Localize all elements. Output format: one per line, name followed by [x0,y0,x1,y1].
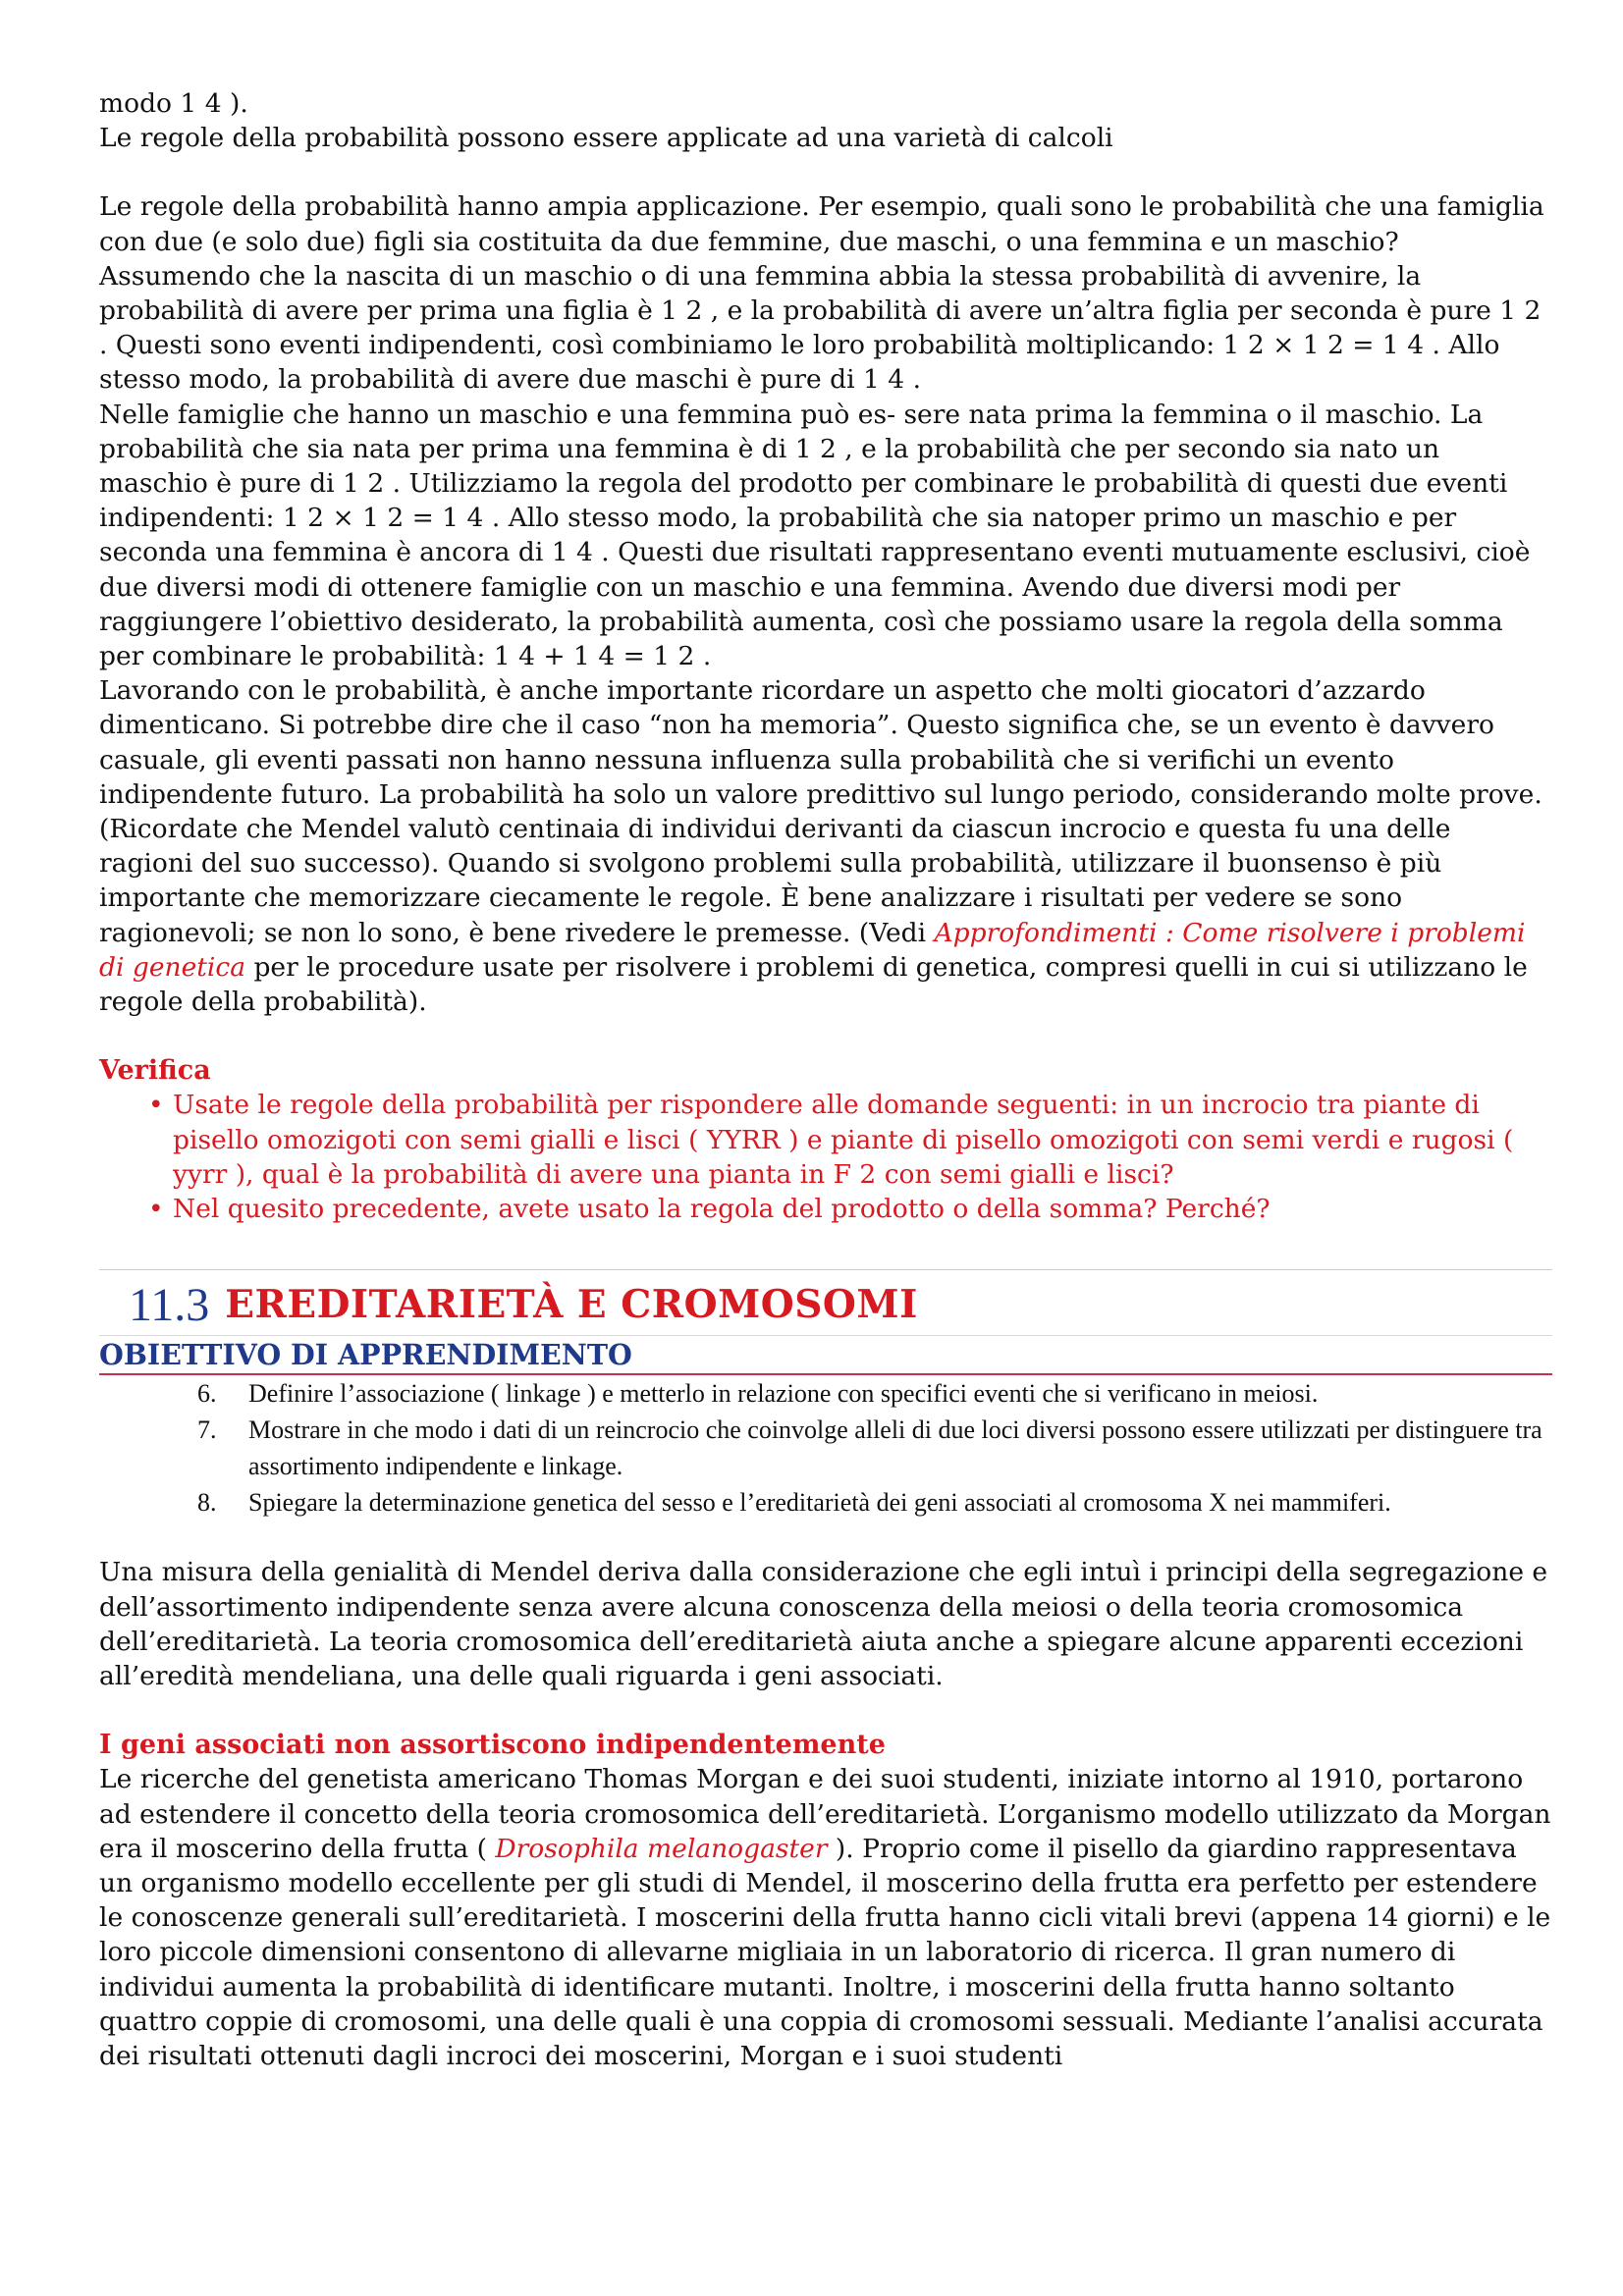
bullet-icon: • [148,1194,164,1225]
verifica-item [150,1192,1552,1226]
paragraph-text: Le ricerche del genetista americano Thomas Morgan e dei suoi studenti, iniziate intorno al 1910, portarono ad estendere il concetto della teoria cromosomica dell’ereditarietà. L’organismo modello utilizzato da Morgan era il moscerino della frutta ( [99,1764,1551,1864]
paragraph-text: Lavorando con le probabilità, è anche importante ricordare un aspetto che molti giocatori d’azzardo dimenticano. Si potrebbe dire che il caso “non ha memoria”. Questo significa che, se un evento è davvero casuale, gli eventi passati non hanno nessuna influenza sulla probabilità che si verifichi un evento indipendente futuro. La probabilità ha solo un valore predittivo sul lungo periodo, considerando molte prove. (Ricordate che Mendel valutò centinaia di individui derivanti da ciascun incrocio e questa fu una delle ragioni del suo successo). Quando si svolgono problemi sulla probabilità, utilizzare il buonsenso è più importante che memorizzare ciecamente le regole. È bene analizzare i risultati per vedere se sono ragionevoli; se non lo sono, è bene rivedere le premesse. (Vedi [99,675,1542,948]
divider [99,1269,1552,1270]
paragraph-probability-example: Le regole della probabilità hanno ampia applicazione. Per esempio, quali sono le probabilità che una famiglia con due (e solo due) figli sia costituita da due femmine, due maschi, o una femmina e un maschio? Assumendo che la nascita di un maschio o di una femmina abbia la stessa probabilità di avvenire, la probabilità di avere per prima una figlia è 1 2 , e la probabilità di avere un’altra figlia per seconda è pure 1 2 . Questi sono eventi indipendenti, così combiniamo le loro probabilità moltiplicando: 1 2 × 1 2 = 1 4 . Allo stesso modo, la probabilità di avere due maschi è pure di 1 4 . [99,191,1544,396]
paragraph-morgan [99,1762,1552,2073]
verifica-item [150,1088,1552,1192]
section-number: 11.3 [129,1278,210,1331]
verifica-list [99,1088,1552,1226]
spacer [99,155,1552,189]
verifica-item-text: Nel quesito precedente, avete usato la regola del prodotto o della somma? Perché? [173,1194,1271,1225]
objective-number: 7. [197,1415,217,1445]
objective-text: Definire l’associazione ( linkage ) e metterlo in relazione con specifici eventi che si verificano in meiosi. [248,1379,1319,1409]
objective-item [99,1375,1552,1412]
objective-item [99,1412,1552,1484]
subsection-heading: I geni associati non assortiscono indipendentemente [99,1730,886,1761]
paragraph-text: per le procedure usate per risolvere i problemi di genetica, compresi quelli in cui si utilizzano le regole della probabilità). [99,951,1528,1018]
objective-number: 6. [197,1379,217,1409]
species-name: Drosophila melanogaster [495,1833,828,1864]
link-approfondimenti[interactable]: Approfondimenti : Come risolvere i problemi di genetica [99,917,1526,983]
verifica-heading: Verifica [99,1055,211,1087]
objective-number: 8. [197,1488,217,1518]
section-name: EREDITARIETÀ E CROMOSOMI [225,1281,918,1327]
objectives-list [99,1375,1552,1521]
section-header [99,1269,1552,1375]
section-title [99,1274,1552,1335]
objective-item [99,1484,1552,1521]
paragraph-chance-memory [99,673,1552,1019]
text-line: modo 1 4 ). [99,88,248,119]
bullet-icon: • [148,1090,164,1121]
objective-text: Mostrare in che modo i dati di un reincrocio che coinvolge alleli di due loci diversi possono essere utilizzati per distinguere tra assortimento indipendente e linkage. [248,1415,1542,1481]
verifica-item-text: Usate le regole della probabilità per rispondere alle domande seguenti: in un incrocio tra piante di pisello omozigoti con semi gialli e lisci ( YYRR ) e piante di pisello omozigoti con semi verdi e rugosi ( yyrr ), qual è la probabilità di avere una pianta in F 2 con semi gialli e lisci? [173,1090,1514,1190]
objective-text: Spiegare la determinazione genetica del sesso e l’ereditarietà dei geni associati al cromosoma X nei mammiferi. [248,1488,1391,1518]
spacer [99,1693,1552,1728]
paragraph-text: ). Proprio come il pisello da giardino rappresentava un organismo modello eccellente per gli studi di Mendel, il moscerino della frutta era perfetto per estendere le conoscenze generali sull’ereditarietà. I moscerini della frutta hanno cicli vitali brevi (appena 14 giorni) e le loro piccole dimensioni consentono di allevarne migliaia in un laboratorio di ricerca. Il gran numero di individui aumenta la probabilità di identificare mutanti. Inoltre, i moscerini della frutta hanno soltanto quattro coppie di cromosomi, una delle quali è una coppia di cromosomi sessuali. Mediante l’analisi accurata dei risultati ottenuti dagli incroci dei moscerini, Morgan e i suoi studenti [99,1833,1551,2071]
page-content [99,86,1552,2073]
paragraph-mixed-family: Nelle famiglie che hanno un maschio e una femmina può es- sere nata prima la femmina o il maschio. La probabilità che sia nata per prima una femmina è di 1 2 , e la probabilità che per secondo sia nato un maschio è pure di 1 2 . Utilizziamo la regola del prodotto per combinare le probabilità di questi due eventi indipendenti: 1 2 × 1 2 = 1 4 . Allo stesso modo, la probabilità che sia natoper primo un maschio e per seconda una femmina è ancora di 1 4 . Questi due risultati rappresentano eventi mutuamente esclusivi, cioè due diversi modi di ottenere famiglie con un maschio e una femmina. Avendo due diversi modi per raggiungere l’obiettivo desiderato, la probabilità aumenta, così che possiamo usare la regola della somma per combinare le probabilità: 1 4 + 1 4 = 1 2 . [99,399,1531,672]
spacer [99,1019,1552,1053]
objective-heading: OBIETTIVO DI APPRENDIMENTO [99,1338,632,1372]
text-line: Le regole della probabilità possono essere applicate ad una varietà di calcoli [99,123,1113,154]
paragraph-mendel-genius: Una misura della genialità di Mendel deriva dalla considerazione che egli intuì i principi della segregazione e dell’assortimento indipendente senza avere alcuna conoscenza della meiosi o della teoria cromosomica dell’ereditarietà. La teoria cromosomica dell’ereditarietà aiuta anche a spiegare alcune apparenti eccezioni all’eredità mendeliana, una delle quali riguarda i geni associati. [99,1557,1548,1691]
